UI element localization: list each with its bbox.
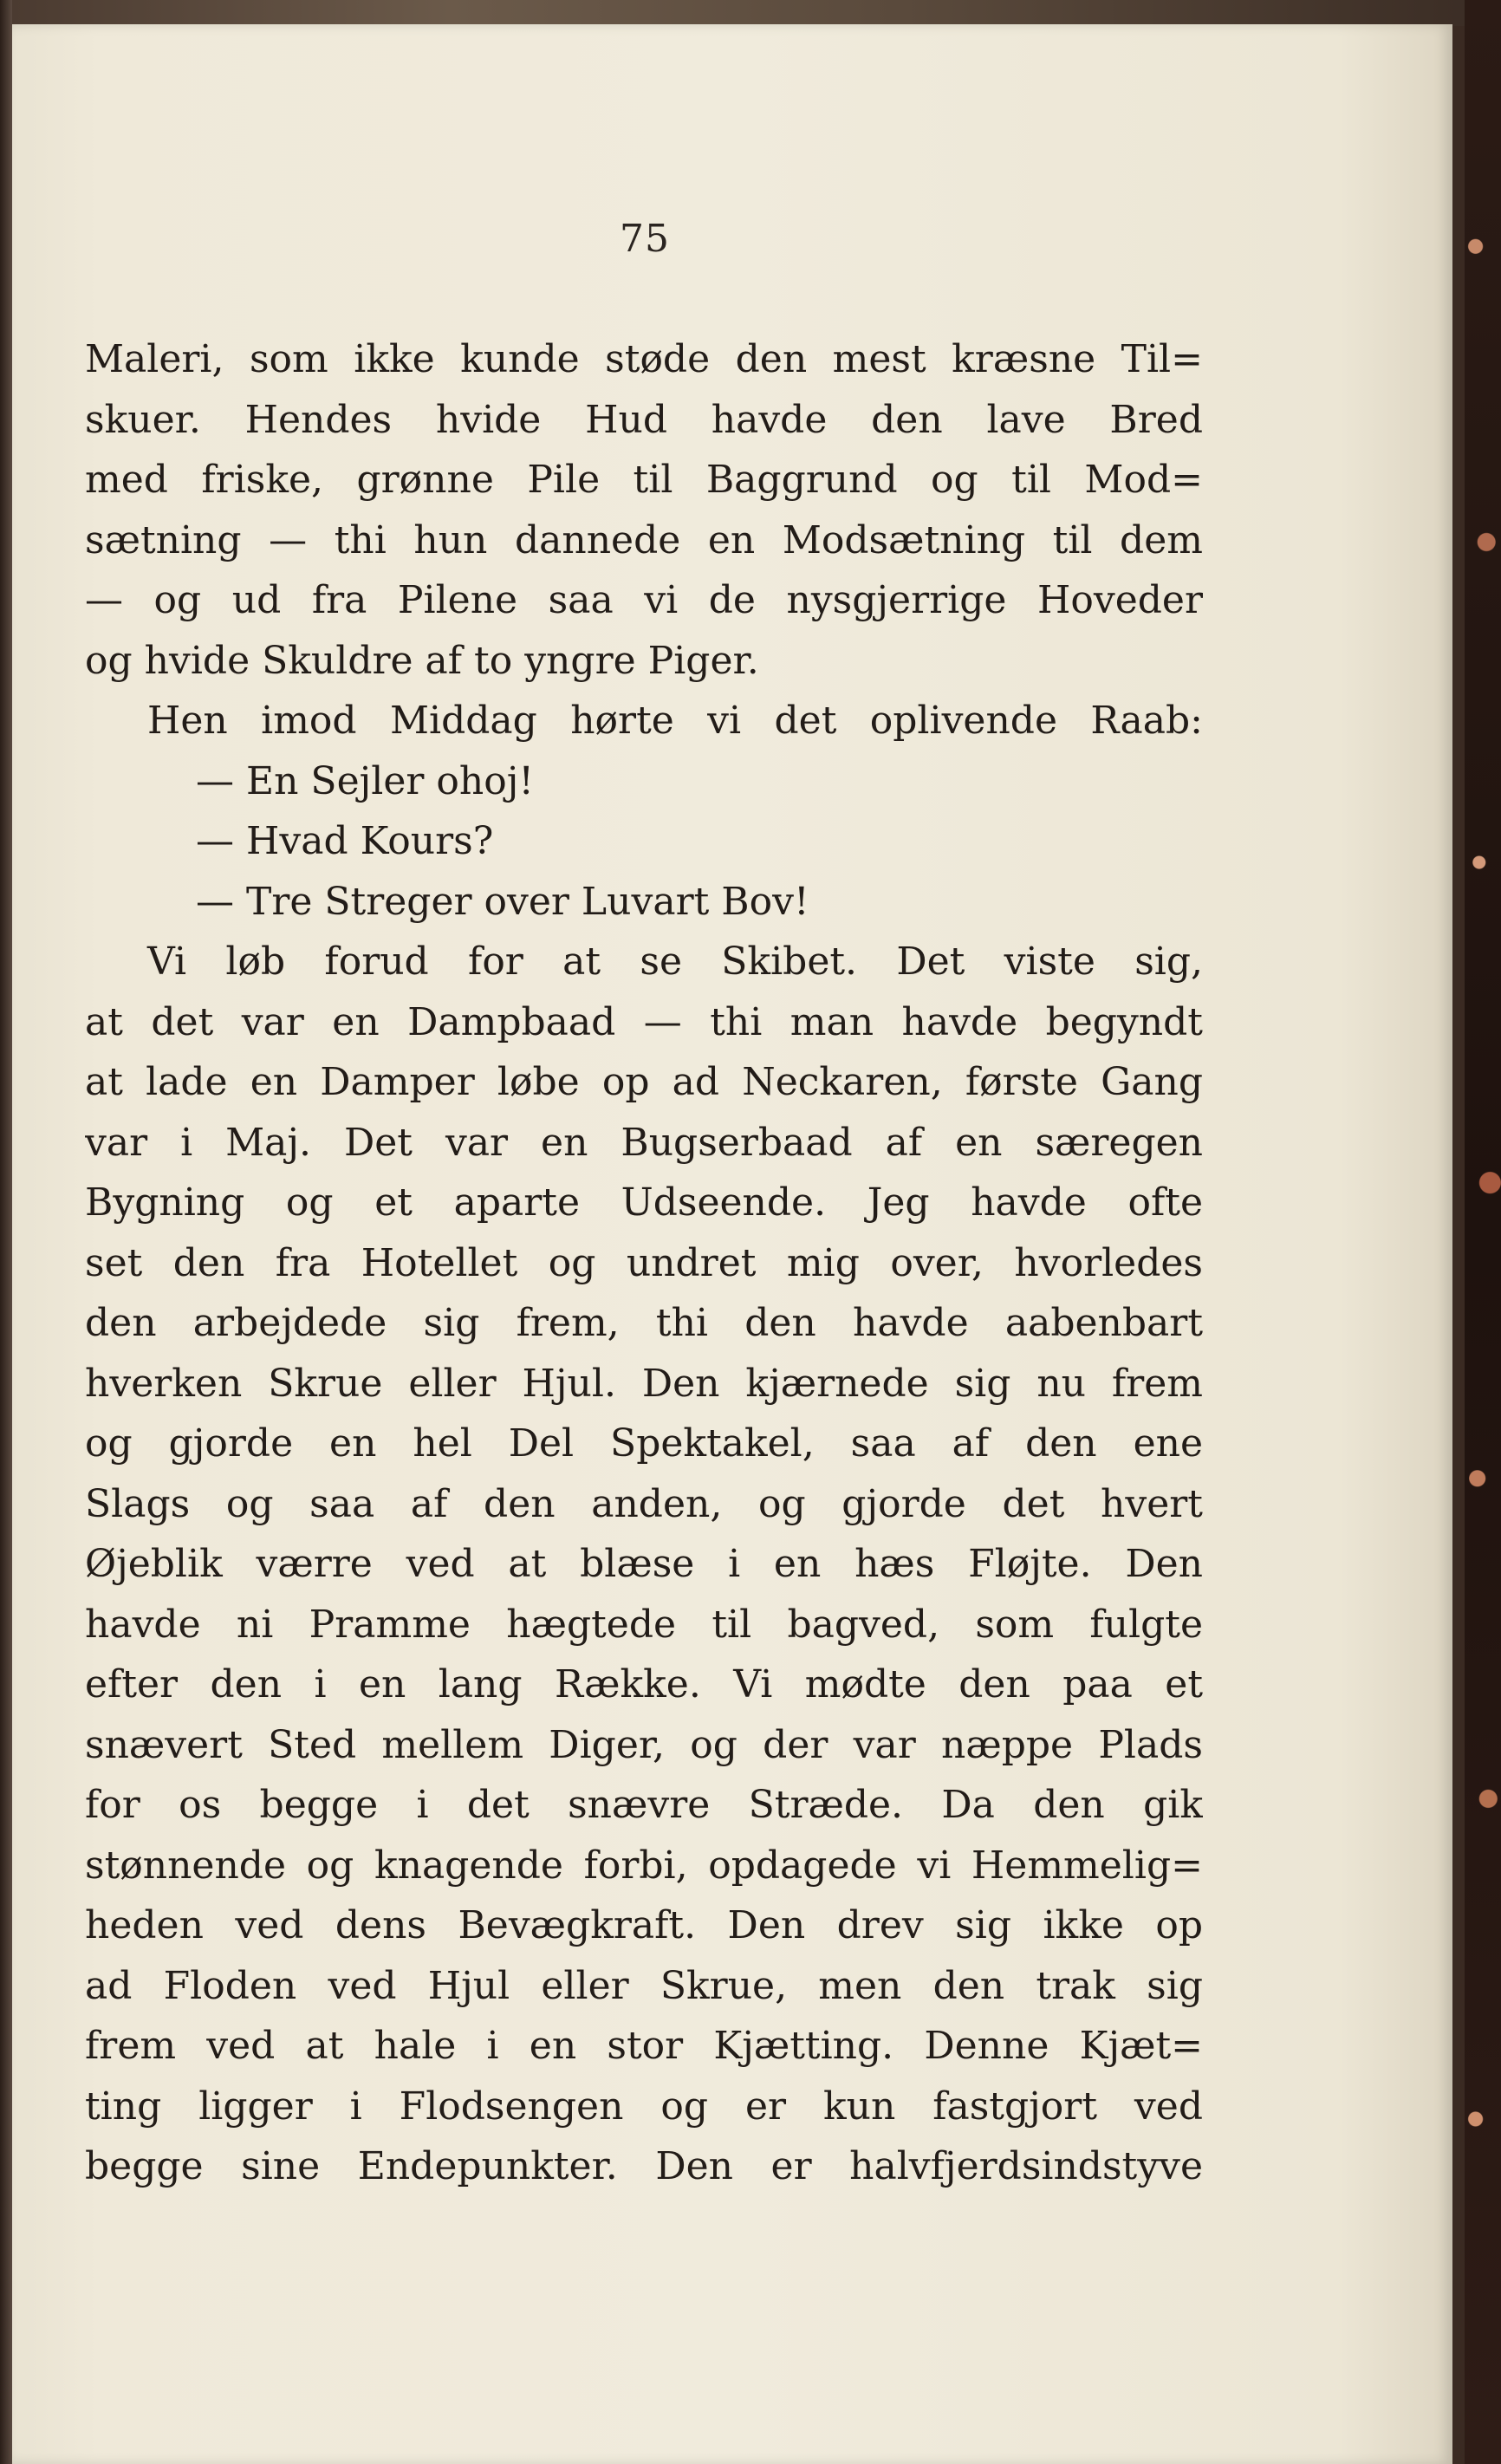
text-line: snævert Sted mellem Diger, og der var næppe Plads — [85, 1722, 1203, 1767]
text-line: og gjorde en hel Del Spektakel, saa af den ene — [85, 1421, 1203, 1466]
text-line: havde ni Pramme hægtede til bagved, som fulgte — [85, 1602, 1203, 1647]
scan-top-edge — [0, 0, 1501, 26]
text-line: skuer. Hendes hvide Hud havde den lave Bred — [85, 397, 1203, 442]
dialog-line: — En Sejler ohoj! — [196, 758, 535, 803]
text-line: for os begge i det snævre Stræde. Da den gik — [85, 1783, 1203, 1827]
book-page — [12, 24, 1452, 2464]
text-line: at det var en Dampbaad — thi man havde begyndt — [85, 999, 1203, 1044]
text-line: Slags og saa af den anden, og gjorde det hvert — [85, 1481, 1203, 1526]
text-line: Bygning og et aparte Udseende. Jeg havde ofte — [85, 1180, 1203, 1225]
body-text — [85, 329, 1203, 2197]
scan-left-edge — [0, 0, 12, 2464]
text-line: med friske, grønne Pile til Baggrund og til Mod= — [85, 458, 1203, 502]
text-line: hverken Skrue eller Hjul. Den kjærnede sig nu frem — [85, 1361, 1203, 1406]
marbled-book-edge — [1465, 0, 1501, 2464]
text-line: Maleri, som ikke kunde støde den mest kræsne Til= — [85, 337, 1203, 381]
text-line: den arbejdede sig frem, thi den havde aabenbart — [85, 1301, 1203, 1345]
text-line: ad Floden ved Hjul eller Skrue, men den trak sig — [85, 1963, 1203, 2008]
text-line: sætning — thi hun dannede en Modsætning til dem — [85, 517, 1203, 562]
text-line: stønnende og knagende forbi, opdagede vi Hemmelig= — [85, 1843, 1203, 1888]
text-line: — og ud fra Pilene saa vi de nysgjerrige Hoveder — [85, 578, 1203, 622]
text-line: Hen imod Middag hørte vi det oplivende Raab: — [147, 699, 1203, 743]
text-line: var i Maj. Det var en Bugserbaad af en særegen — [85, 1120, 1203, 1165]
text-line: og hvide Skuldre af to yngre Piger. — [85, 638, 759, 683]
text-line: ting ligger i Flodsengen og er kun fastgjort ved — [85, 2084, 1203, 2129]
text-line: begge sine Endepunkter. Den er halvfjerdsindstyve — [85, 2144, 1203, 2188]
text-line: heden ved dens Bevægkraft. Den drev sig ikke op — [85, 1903, 1203, 1947]
dialog-line: — Hvad Kours? — [196, 819, 494, 863]
text-line: Øjeblik værre ved at blæse i en hæs Fløjte. Den — [85, 1542, 1203, 1586]
text-line: efter den i en lang Række. Vi mødte den paa et — [85, 1662, 1203, 1707]
dialog-line: — Tre Streger over Luvart Bov! — [196, 879, 809, 924]
text-line: set den fra Hotellet og undret mig over, hvorledes — [85, 1240, 1203, 1285]
text-line: Vi løb forud for at se Skibet. Det viste sig, — [147, 939, 1203, 984]
text-line: at lade en Damper løbe op ad Neckaren, første Gang — [85, 1060, 1203, 1104]
text-line: frem ved at hale i en stor Kjætting. Denne Kjæt= — [85, 2024, 1203, 2068]
page-number: 75 — [620, 217, 670, 261]
